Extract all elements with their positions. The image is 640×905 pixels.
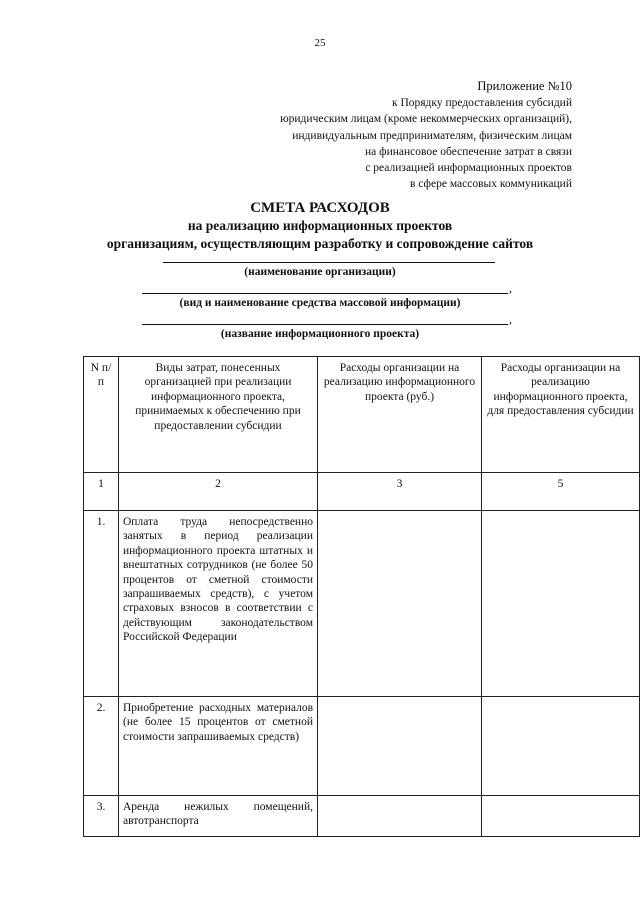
table-row bbox=[84, 796, 640, 837]
annex-line: к Порядку предоставления субсидий bbox=[392, 97, 572, 110]
annex-line: на финансовое обеспечение затрат в связи bbox=[365, 145, 572, 158]
title-main: СМЕТА РАСХОДОВ bbox=[250, 200, 390, 216]
title-subtitle-2: организациям, осуществляющим разработку и сопровождение сайтов bbox=[106, 236, 534, 251]
row-org-expense-cell[interactable] bbox=[318, 511, 482, 697]
row-number: 2. bbox=[84, 697, 119, 796]
annex-line: юридическим лицам (кроме некоммерческих организаций), bbox=[280, 113, 572, 126]
row-description: Оплата труда непосредственно занятых в период реализации информационного проекта штатных и внештатных сотрудников (не более 50 процентов от сметной стоимости запрашиваемых средств), с учетом страховых взносов в соответствии с действующим законодательством Российской Федерации bbox=[119, 511, 318, 697]
project-line bbox=[142, 324, 508, 325]
row-subsidy-expense-cell[interactable] bbox=[482, 511, 640, 697]
annex-line: с реализацией информационных проектов bbox=[365, 162, 572, 175]
row-number: 3. bbox=[84, 796, 119, 837]
org-name-line bbox=[163, 262, 495, 263]
title-subtitle: на реализацию информационных проектов bbox=[187, 218, 453, 233]
row-org-expense-cell[interactable] bbox=[318, 697, 482, 796]
page-number: 25 bbox=[314, 37, 326, 49]
row-description: Аренда нежилых помещений, автотранспорта bbox=[119, 796, 318, 837]
document-title bbox=[0, 199, 640, 253]
row-org-expense-cell[interactable] bbox=[318, 796, 482, 837]
annex-line: индивидуальным предпринимателям, физическим лицам bbox=[292, 129, 572, 142]
column-number: 3 bbox=[318, 473, 482, 511]
project-comma: , bbox=[509, 312, 512, 326]
table-header-row bbox=[84, 357, 640, 473]
annex-header bbox=[152, 78, 572, 192]
annex-number: Приложение №10 bbox=[477, 79, 572, 93]
row-description: Приобретение расходных материалов (не более 15 процентов от сметной стоимости запрашиваемых средств) bbox=[119, 697, 318, 796]
header-cell-subsidy-expenses: Расходы организации на реализацию информационного проекта, для предоставления субсидии bbox=[482, 357, 640, 473]
org-name-caption: (наименование организации) bbox=[244, 266, 396, 278]
column-number: 1 bbox=[84, 473, 119, 511]
column-number-row bbox=[84, 473, 640, 511]
media-comma: , bbox=[509, 281, 512, 295]
row-number: 1. bbox=[84, 511, 119, 697]
project-caption: (название информационного проекта) bbox=[220, 328, 420, 340]
column-number: 5 bbox=[482, 473, 640, 511]
media-caption: (вид и наименование средства массовой информации) bbox=[179, 297, 461, 309]
table-row bbox=[84, 697, 640, 796]
column-number: 2 bbox=[119, 473, 318, 511]
header-cell-number: N п/п bbox=[84, 357, 119, 473]
annex-line: в сфере массовых коммуникаций bbox=[409, 178, 572, 191]
header-cell-cost-types: Виды затрат, понесенных организацией при реализации информационного проекта, принимаемых к обеспечению при предоставлении субсидии bbox=[119, 357, 318, 473]
media-line bbox=[142, 293, 508, 294]
row-subsidy-expense-cell[interactable] bbox=[482, 796, 640, 837]
header-cell-org-expenses: Расходы организации на реализацию информационного проекта (руб.) bbox=[318, 357, 482, 473]
expense-table bbox=[83, 356, 640, 837]
row-subsidy-expense-cell[interactable] bbox=[482, 697, 640, 796]
table-row bbox=[84, 511, 640, 697]
